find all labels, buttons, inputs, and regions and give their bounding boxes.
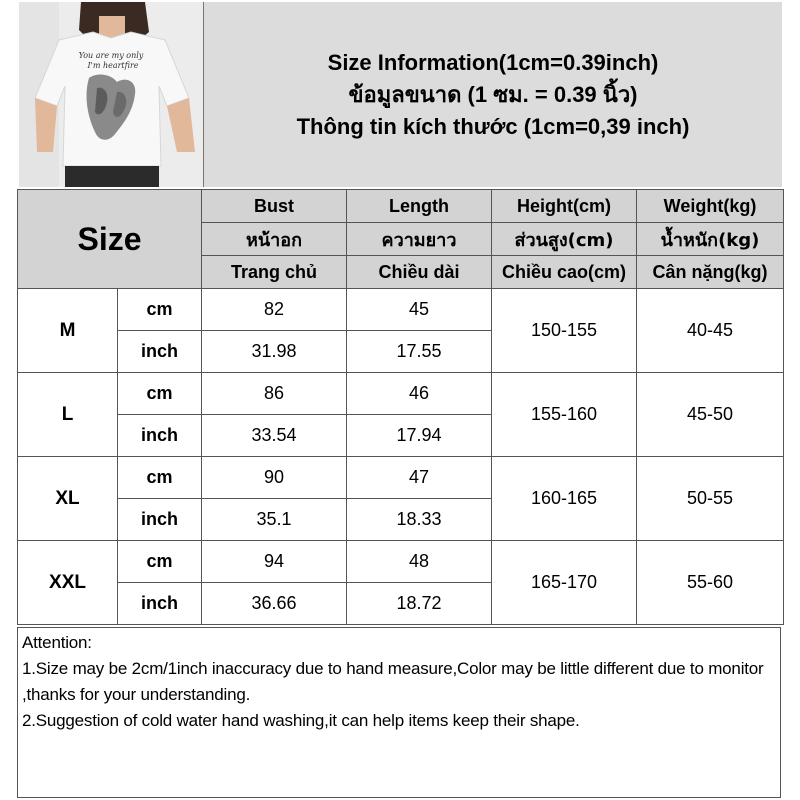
bust-inch: 35.1 xyxy=(202,499,347,541)
shirt-print-line2: I'm heartfire xyxy=(87,61,139,70)
size-chart-sheet xyxy=(17,0,783,800)
table-row xyxy=(18,373,784,415)
header-thai: ข้อมูลขนาด (1 ซม. = 0.39 นิ้ว) xyxy=(348,81,638,107)
unit-inch: inch xyxy=(118,583,202,625)
tshirt-model-image xyxy=(19,2,203,187)
size-table xyxy=(17,189,784,625)
height-range: 160-165 xyxy=(492,457,637,541)
col-bust-en: Bust xyxy=(202,190,347,223)
col-length-th: ความยาว xyxy=(347,223,492,256)
weight-range: 40-45 xyxy=(637,289,784,373)
product-photo xyxy=(19,2,203,187)
col-length-en: Length xyxy=(347,190,492,223)
unit-cm: cm xyxy=(118,289,202,331)
length-cm: 45 xyxy=(347,289,492,331)
col-height-th: ส่วนสูง(cm) xyxy=(492,223,637,256)
length-cm: 48 xyxy=(347,541,492,583)
bust-cm: 94 xyxy=(202,541,347,583)
unit-cm: cm xyxy=(118,457,202,499)
length-inch: 17.55 xyxy=(347,331,492,373)
shirt-print-line1: You are my only xyxy=(78,51,144,60)
col-bust-th: หน้าอก xyxy=(202,223,347,256)
length-inch: 18.33 xyxy=(347,499,492,541)
col-height-en: Height(cm) xyxy=(492,190,637,223)
col-length-vi: Chiều dài xyxy=(347,256,492,289)
table-row xyxy=(18,289,784,331)
bust-cm: 90 xyxy=(202,457,347,499)
height-range: 165-170 xyxy=(492,541,637,625)
size-name: L xyxy=(18,373,118,457)
unit-inch: inch xyxy=(118,331,202,373)
length-cm: 47 xyxy=(347,457,492,499)
size-name: M xyxy=(18,289,118,373)
table-row xyxy=(18,457,784,499)
top-section xyxy=(17,0,783,189)
bust-cm: 82 xyxy=(202,289,347,331)
bust-cm: 86 xyxy=(202,373,347,415)
header-english: Size Information(1cm=0.39inch) xyxy=(327,49,659,75)
length-inch: 18.72 xyxy=(347,583,492,625)
col-weight-vi: Cân nặng(kg) xyxy=(637,256,784,289)
length-inch: 17.94 xyxy=(347,415,492,457)
unit-cm: cm xyxy=(118,373,202,415)
length-cm: 46 xyxy=(347,373,492,415)
col-weight-en: Weight(kg) xyxy=(637,190,784,223)
height-range: 150-155 xyxy=(492,289,637,373)
col-bust-vi: Trang chủ xyxy=(202,256,347,289)
size-name: XXL xyxy=(18,541,118,625)
unit-cm: cm xyxy=(118,541,202,583)
weight-range: 50-55 xyxy=(637,457,784,541)
attention-title: Attention: xyxy=(22,633,92,652)
attention-notes xyxy=(17,627,781,798)
unit-inch: inch xyxy=(118,415,202,457)
col-weight-th: น้ำหนัก(kg) xyxy=(637,223,784,256)
size-column-title: Size xyxy=(18,190,202,289)
header-row-en xyxy=(18,190,784,223)
height-range: 155-160 xyxy=(492,373,637,457)
unit-inch: inch xyxy=(118,499,202,541)
size-info-header xyxy=(203,2,782,187)
size-name: XL xyxy=(18,457,118,541)
bust-inch: 31.98 xyxy=(202,331,347,373)
weight-range: 45-50 xyxy=(637,373,784,457)
attention-note-1: 1.Size may be 2cm/1inch inaccuracy due to hand measure,Color may be little different due to monitor ,thanks for your understanding. xyxy=(22,659,764,704)
table-row xyxy=(18,541,784,583)
bust-inch: 33.54 xyxy=(202,415,347,457)
attention-note-2: 2.Suggestion of cold water hand washing,it can help items keep their shape. xyxy=(22,711,580,730)
bust-inch: 36.66 xyxy=(202,583,347,625)
header-vietnamese: Thông tin kích thước (1cm=0,39 inch) xyxy=(296,113,690,139)
col-height-vi: Chiều cao(cm) xyxy=(492,256,637,289)
weight-range: 55-60 xyxy=(637,541,784,625)
